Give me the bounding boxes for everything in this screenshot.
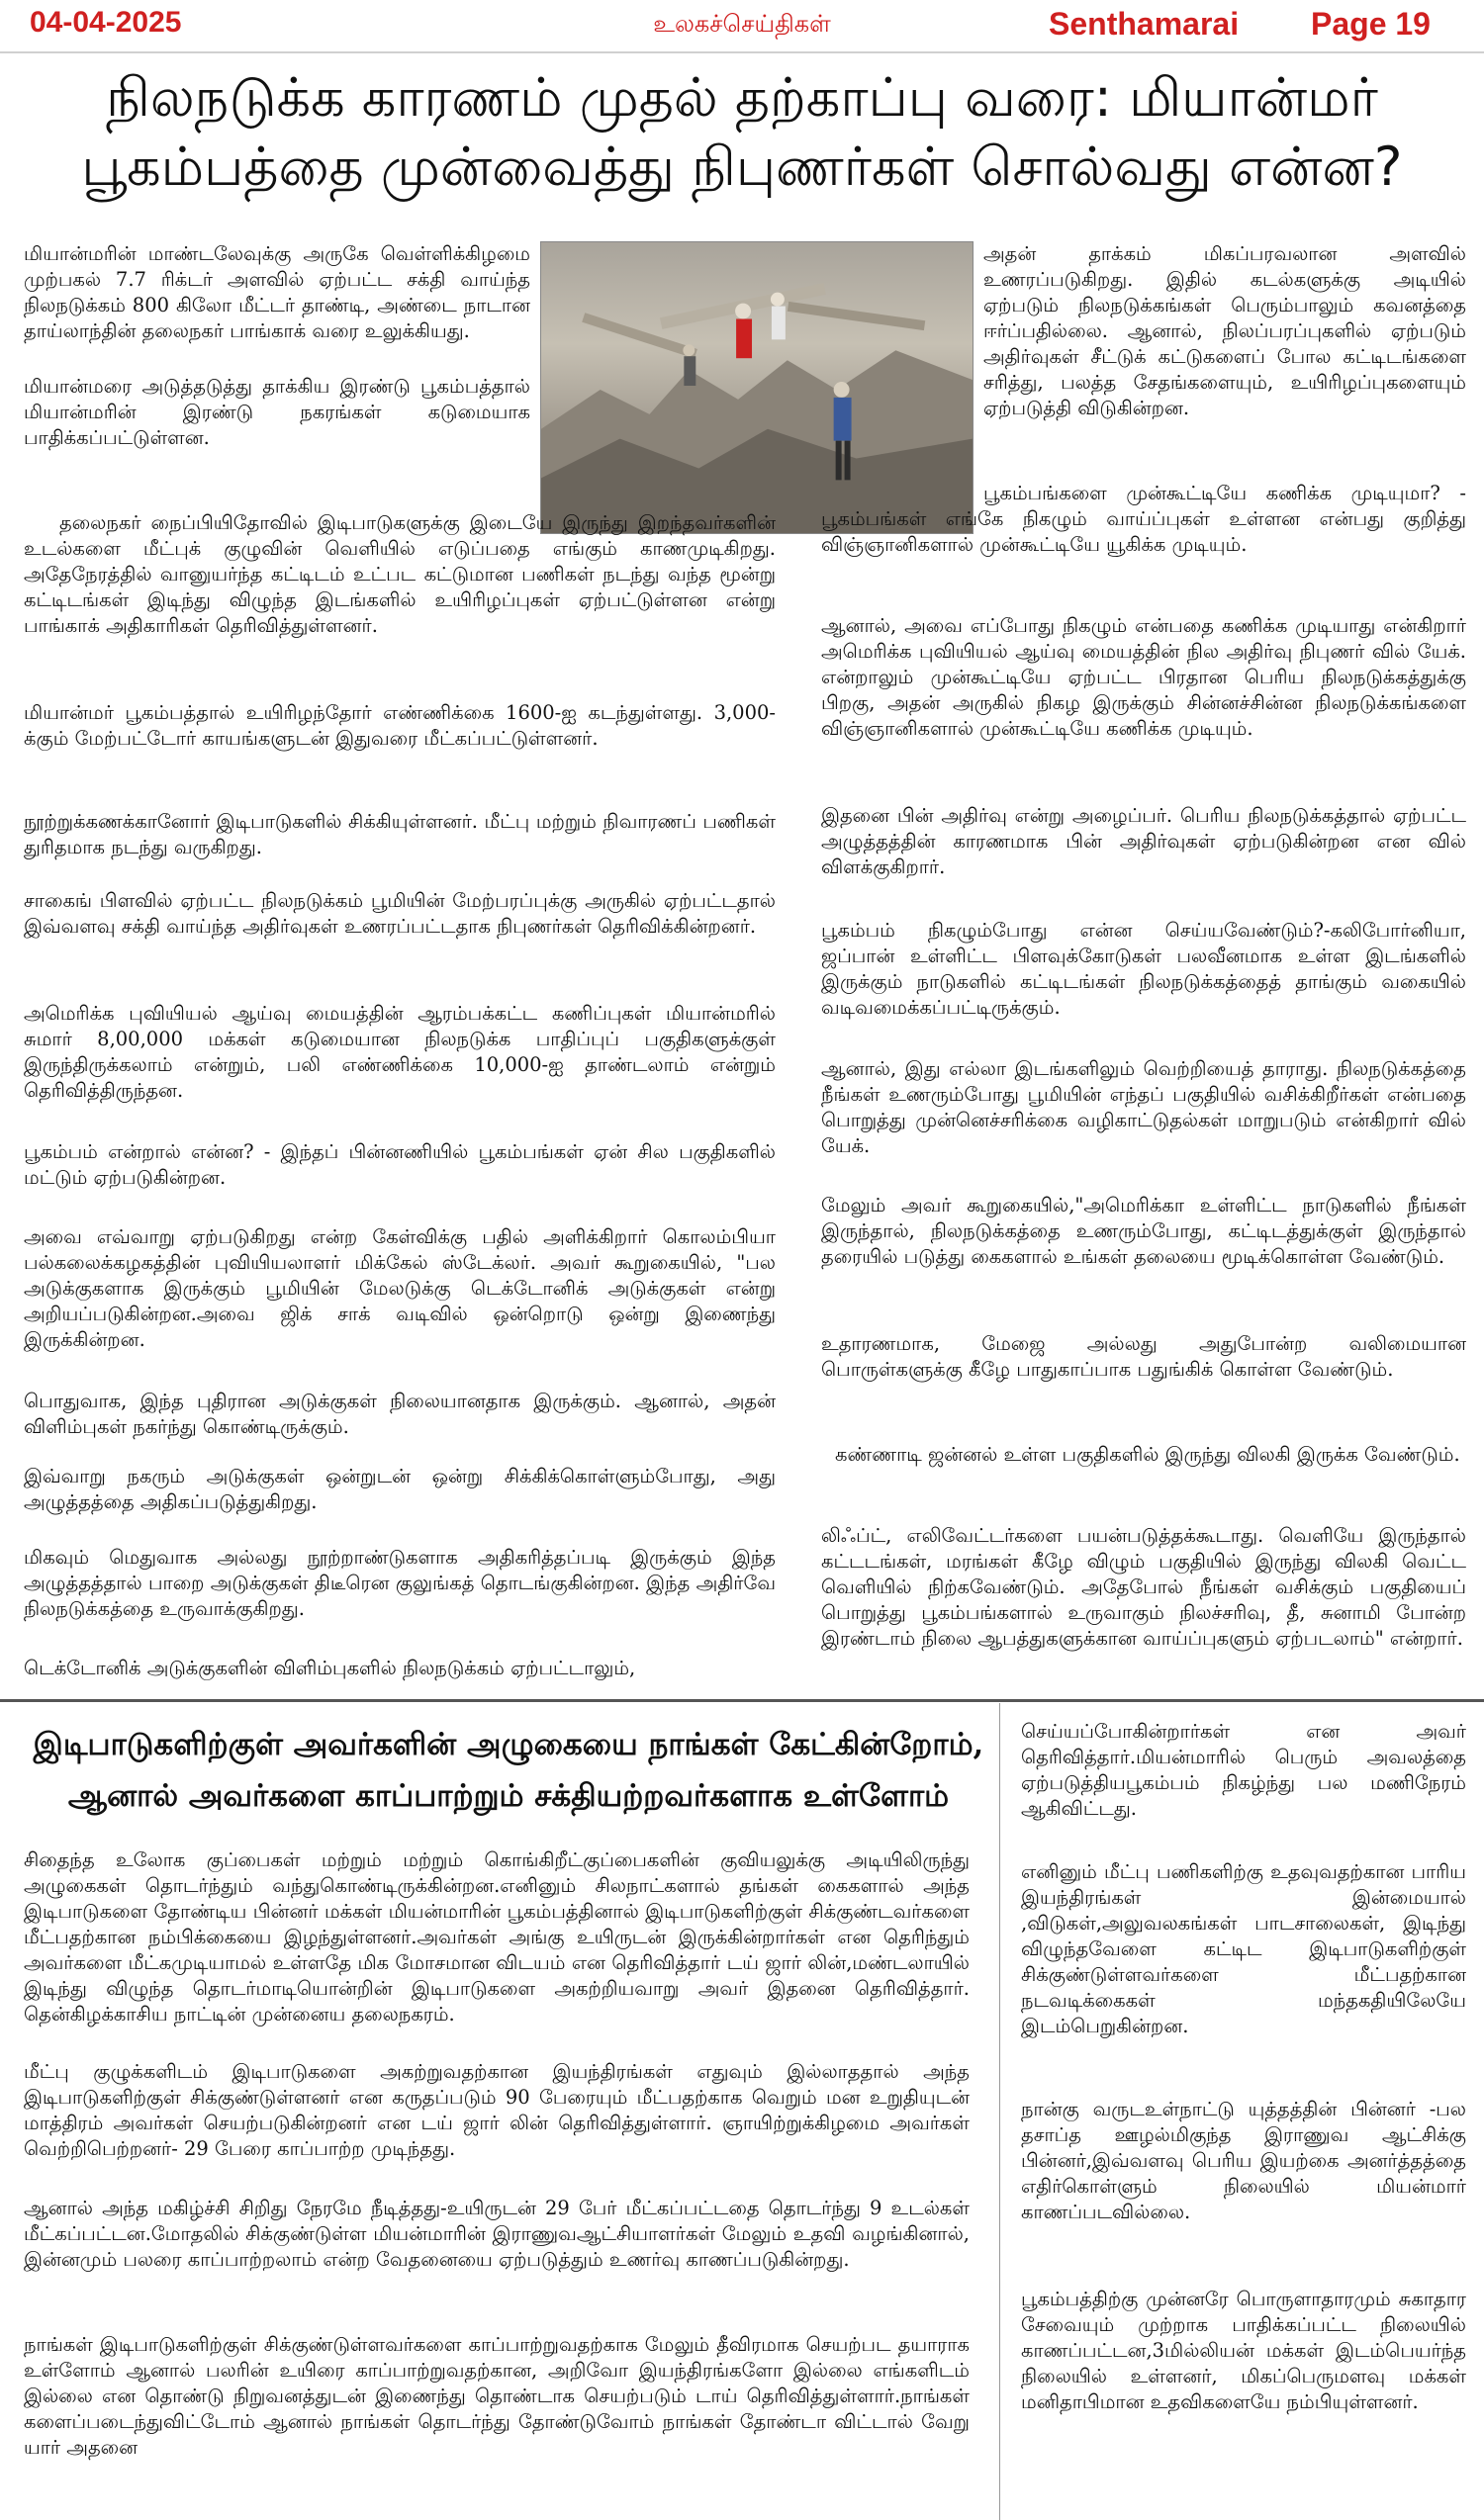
article1-paragraph: பூகம்பம் நிகழும்போது என்ன செய்யவேண்டும்?-கலிபோர்னியா, ஜப்பான் உள்ளிட்ட பிளவுக்கோடுகள் பலவீனமாக உள்ள இடங்களில் இருக்கும் நாடுகளில் கட்டிடங்கள் நிலநடுக்கத்தைத் தாங்கும் வகையில் வடிவமைக்கப்பட்டிருக்கும். xyxy=(821,919,1466,1019)
article1-paragraph: பொதுவாக, இந்த புதிரான அடுக்குகள் நிலையானதாக இருக்கும். ஆனால், அதன் விளிம்புகள் நகர்ந்து கொண்டிருக்கும். xyxy=(24,1390,776,1438)
paper-name: Senthamarai xyxy=(1049,6,1240,42)
article2-headline xyxy=(14,1719,1003,1822)
masthead xyxy=(0,0,1484,53)
article1-paragraph: இதனை பின் அதிர்வு என்று அழைப்பர். பெரிய நிலநடுக்கத்தால் ஏற்பட்ட அழுத்தத்தின் காரணமாக பின் அதிர்வுகள் ஏற்படுகின்றன என வில் விளக்குகிறார். xyxy=(821,804,1466,878)
issue-date: 04-04-2025 xyxy=(30,6,182,39)
article1-paragraph: மியான்மரை அடுத்தடுத்து தாக்கிய இரண்டு பூகம்பத்தால் மியான்மரின் இரண்டு நகரங்கள் கடுமையாக பாதிக்கப்பட்டுள்ளன. xyxy=(24,375,530,449)
article1-paragraph: அதன் தாக்கம் மிகப்பரவலான அளவில் உணரப்படுகிறது. இதில் கடல்களுக்கு அடியில் ஏற்படும் நிலநடுக்கங்கள் பெரும்பாலும் கவனத்தை ஈர்ப்பதில்லை. ஆனால், நிலப்பரப்புகளில் ஏற்படும் அதிர்வுகள் சீட்டுக் கட்டுகளைப் போல கட்டிடங்களை சரித்து, பலத்த சேதங்களையும், உயிரிழப்புகளையும் ஏற்படுத்தி விடுகின்றன. xyxy=(983,242,1466,419)
article2-headline-line2: ஆனால் அவர்களை காப்பாற்றும் சக்தியற்றவர்களாக உள்ளோம் xyxy=(67,1778,950,1814)
article1-paragraph: மிகவும் மெதுவாக அல்லது நூற்றாண்டுகளாக அதிகரித்தப்படி இருக்கும் இந்த அழுத்தத்தால் பாறை அடுக்குகள் திடீரென குலுங்கத் தொடங்குகின்றன. இந்த அதிர்வே நிலநடுக்கத்தை உருவாக்குகிறது. xyxy=(24,1546,776,1620)
article1-paragraph: அவை எவ்வாறு ஏற்படுகிறது என்ற கேள்விக்கு பதில் அளிக்கிறார் கொலம்பியா பல்கலைக்கழகத்தின் புவியியலாளர் மிக்கேல் ஸ்டேக்லர். அவர் கூறுகையில், "பல அடுக்குகளாக இருக்கும் பூமியின் மேலடுக்கு டெக்டோனிக் அடுக்குகள் என்று அறியப்படுகின்றன.அவை ஜிக் சாக் வடிவில் ஒன்றொடு ஒன்று இணைந்து இருக்கின்றன. xyxy=(24,1225,776,1351)
page-number: Page 19 xyxy=(1311,6,1431,42)
article-divider xyxy=(0,1699,1484,1702)
article2-paragraph: சிதைந்த உலோக குப்பைகள் மற்றும் மற்றும் கொங்கிறீட்குப்பைகளின் குவியலுக்கு அடியிலிருந்து அழுகைகள் தொடர்ந்தும் வந்துகொண்டிருக்கின்றன.எனினும் சிலநாட்களால் தங்கள் கைகளால் அந்த இடிபாடுகளை தோண்டிய பின்னர் மக்கள் மியன்மாரின் பூகம்பத்தினால் இடிபாடுகளிற்குள் சிக்குண்டவர்களை மீட்பதற்கான நம்பிக்கையை இழந்துள்ளனர்.அவர்கள் அங்கு உயிருடன் இருக்கின்றார்கள் என தெரிந்தும் அவர்களை மீட்கமுடியாமல் உள்ளதே மிக மோசமான விடயம் என தெரிவித்தார் டய் ஜார் லின்,மண்டலாயில் இடிந்து விழுந்த தொடர்மாடியொன்றின் இடிபாடுகளை அகற்றியவாறு அவர் இதனை தெரிவித்தார். தென்கிழக்காசிய நாட்டின் முன்னைய தலைநகரம். xyxy=(24,1848,970,2025)
article2-headline-line1: இடிபாடுகளிற்குள் அவர்களின் அழுகையை நாங்கள் கேட்கின்றோம், xyxy=(33,1727,984,1762)
article2-side-paragraph: எனினும் மீட்பு பணிகளிற்கு உதவுவதற்கான பாரிய இயந்திரங்கள் இன்மையால் ,விடுகள்,அலுவலகங்கள் பாடசாலைகள், இடிந்து விழுந்தவேளை கட்டிட இடிபாடுகளிற்குள் சிக்குண்டுள்ளவர்களை மீட்பதற்கான நடவடிக்கைகள் மந்தகதியிலேயே இடம்பெறுகின்றன. xyxy=(1021,1860,1466,2037)
article1-paragraph: டெக்டோனிக் அடுக்குகளின் விளிம்புகளில் நிலநடுக்கம் ஏற்பட்டாலும், xyxy=(24,1657,636,1679)
article1-paragraph: மேலும் அவர் கூறுகையில்,"அமெரிக்கா உள்ளிட்ட நாடுகளில் நீங்கள் இருந்தால், நிலநடுக்கத்தை உணரும்போது, கட்டிடத்துக்குள் இருந்தால் தரையில் படுத்து கைகளால் உங்கள் தலையை மூடிக்கொள்ள வேண்டும். xyxy=(821,1194,1466,1268)
article2-side-paragraph: பூகம்பத்திற்கு முன்னரே பொருளாதாரமும் சுகாதார சேவையும் முற்றாக பாதிக்கப்பட்ட நிலையில் காணப்பட்டன,3மில்லியன் மக்கள் இடம்பெயர்ந்த நிலையில் உள்ளனர், மிகப்பெருமளவு மக்கள் மனிதாபிமான உதவிகளையே நம்பியுள்ளனர். xyxy=(1021,2288,1466,2413)
article1-paragraph: உதாரணமாக, மேஜை அல்லது அதுபோன்ற வலிமையான பொருள்களுக்கு கீழே பாதுகாப்பாக பதுங்கிக் கொள்ள வேண்டும். xyxy=(821,1332,1466,1381)
article2-paragraph: ஆனால் அந்த மகிழ்ச்சி சிறிது நேரமே நீடித்தது-உயிருடன் 29 பேர் மீட்கப்பட்டதை தொடர்ந்து 9 உடல்கள் மீட்கப்பட்டன.மோதலில் சிக்குண்டுள்ள மியன்மாரின் இராணுவஆட்சியாளர்கள் மேலும் உதவி வழங்கினால், இன்னமும் பலரை காப்பாற்றலாம் என்ற வேதனையை ஏற்படுத்தும் உணர்வு காணப்படுகின்றது. xyxy=(24,2197,970,2271)
article1-headline xyxy=(10,63,1474,202)
article2-side-paragraph: நான்கு வருடஉள்நாட்டு யுத்தத்தின் பின்னர் -பல தசாப்த ஊழல்மிகுந்த இராணுவ ஆட்சிக்கு பின்னர்,இவ்வளவு பெரிய இயற்கை அனர்த்தத்தை எதிர்கொள்ளும் நிலையில் மியன்மார் காணப்படவில்லை. xyxy=(1021,2098,1466,2223)
article1-paragraph: பூகம்பங்களை முன்கூட்டியே கணிக்க முடியுமா? - பூகம்பங்கள் எங்கே நிகழும் வாய்ப்புகள் உள்ளன என்பது குறித்து விஞ்ஞானிகளால் முன்கூட்டியே யூகிக்க முடியும். xyxy=(821,482,1466,556)
article1-paragraph: கண்ணாடி ஜன்னல் உள்ள பகுதிகளில் இருந்து விலகி இருக்க வேண்டும். xyxy=(835,1443,1460,1466)
column-rule xyxy=(999,1703,1000,2520)
section-name: உலகச்செய்திகள் xyxy=(653,10,831,38)
article2-paragraph: நாங்கள் இடிபாடுகளிற்குள் சிக்குண்டுள்ளவர்களை காப்பாற்றுவதற்காக மேலும் தீவிரமாக செயற்பட தயாராக உள்ளோம் ஆனால் பலரின் உயிரை காப்பாற்றுவதற்கான, அறிவோ இயந்திரங்களோ இல்லை எங்களிடம் இல்லை என தொண்டு நிறுவனத்துடன் இணைந்து தொண்டாக செயற்படும் டாய் தெரிவித்துள்ளார்.நாங்கள் களைப்படைந்துவிட்டோம் ஆனால் நாங்கள் தொடர்ந்து தோண்டுவோம் நாங்கள் தோண்டா விட்டால் வேறு யார் அதனை xyxy=(24,2333,970,2459)
article1-paragraph: ஆனால், அவை எப்போது நிகழும் என்பதை கணிக்க முடியாது என்கிறார் அமெரிக்க புவியியல் ஆய்வு மையத்தின் நில அதிர்வு நிபுணர் வில் யேக். என்றாலும் முன்கூட்டியே ஏற்பட்ட பிரதான பெரிய நிலநடுக்கத்துக்கு பிறகு, அதன் அருகில் நிகழ இருக்கும் சின்னச்சின்ன நிலநடுக்கங்களை விஞ்ஞானிகளால் முன்கூட்டியே கணிக்க முடியும். xyxy=(821,614,1466,740)
article1-paragraph: இவ்வாறு நகரும் அடுக்குகள் ஒன்றுடன் ஒன்று சிக்கிக்கொள்ளும்போது, அது அழுத்தத்தை அதிகப்படுத்துகிறது. xyxy=(24,1465,776,1513)
article1-paragraph: லிஃப்ட், எலிவேட்டர்களை பயன்படுத்தக்கூடாது. வெளியே இருந்தால் கட்டடங்கள், மரங்கள் கீழே விழும் பகுதியில் இருந்து விலகி வெட்ட வெளியில் நிற்கவேண்டும். அதேபோல் நீங்கள் வசிக்கும் பகுதியைப் பொறுத்து பூகம்பங்களால் உருவாகும் நிலச்சரிவு, தீ, சுனாமி போன்ற இரண்டாம் நிலை ஆபத்துகளுக்கான வாய்ப்புகளும் ஏற்படலாம்" என்றார். xyxy=(821,1524,1466,1650)
article2-paragraph: மீட்பு குழுக்களிடம் இடிபாடுகளை அகற்றுவதற்கான இயந்திரங்கள் எதுவும் இல்லாததால் அந்த இடிபாடுகளிற்குள் சிக்குண்டுள்ளனர் என கருதப்படும் 90 பேரையும் மீட்பதற்காக வெறும் மன உறுதியுடன் மாத்திரம் அவர்கள் செயற்படுகின்றனர் என டய் ஜார் லின் தெரிவித்துள்ளார். ஞாயிற்றுக்கிழமை அவர்கள் வெற்றிபெற்றனர்- 29 பேரை காப்பாற்ற முடிந்தது. xyxy=(24,2060,970,2160)
article1-paragraph: மியான்மரின் மாண்டலேவுக்கு அருகே வெள்ளிக்கிழமை முற்பகல் 7.7 ரிக்டர் அளவில் ஏற்பட்ட சக்தி வாய்ந்த நிலநடுக்கம் 800 கிலோ மீட்டர் தாண்டி, அண்டை நாடான தாய்லாந்தின் தலைநகர் பாங்காக் வரை உலுக்கியது. xyxy=(24,242,530,342)
article1-paragraph: மியான்மர் பூகம்பத்தால் உயிரிழந்தோர் எண்ணிக்கை 1600-ஐ கடந்துள்ளது. 3,000-க்கும் மேற்பட்டோர் காயங்களுடன் இதுவரை மீட்கப்பட்டுள்ளனர். xyxy=(24,701,776,750)
article1-paragraph: பூகம்பம் என்றால் என்ன? - இந்தப் பின்னணியில் பூகம்பங்கள் ஏன் சில பகுதிகளில் மட்டும் ஏற்படுகின்றன. xyxy=(24,1140,776,1189)
article2-side-paragraph: செய்யப்போகின்றார்கள் என அவர் தெரிவித்தார்.மியன்மாரில் பெரும் அவலத்தை ஏற்படுத்தியபூகம்பம் நிகழ்ந்து பல மணிநேரம் ஆகிவிட்டது. xyxy=(1021,1720,1466,1820)
article1-paragraph: நூற்றுக்கணக்கானோர் இடிபாடுகளில் சிக்கியுள்ளனர். மீட்பு மற்றும் நிவாரணப் பணிகள் துரிதமாக நடந்து வருகிறது. xyxy=(24,810,776,858)
article1-headline-line1: நிலநடுக்க காரணம் முதல் தற்காப்பு வரை: மியான்மர் xyxy=(106,66,1378,129)
article1-paragraph: தலைநகர் நைப்பியிதோவில் இடிபாடுகளுக்கு இடையே இருந்து இறந்தவர்களின் உடல்களை மீட்புக் குழுவின் வெளியில் எடுப்பதை எங்கும் காணமுடிகிறது. அதேநேரத்தில் வானுயர்ந்த கட்டிடம் உட்பட கட்டுமான பணிகள் நடந்து வந்த மூன்று கட்டிடங்கள் இடிந்து விழுந்த இடங்களில் உயிரிழப்புகள் ஏற்பட்டுள்ளன என்று பாங்காக் அதிகாரிகள் தெரிவித்துள்ளனர். xyxy=(24,511,776,637)
article1-paragraph: சாகைங் பிளவில் ஏற்பட்ட நிலநடுக்கம் பூமியின் மேற்பரப்புக்கு அருகில் ஏற்பட்டதால் இவ்வளவு சக்தி வாய்ந்த அதிர்வுகள் உணரப்பட்டதாக நிபுணர்கள் தெரிவிக்கின்றனர். xyxy=(24,889,776,938)
article1-paragraph: ஆனால், இது எல்லா இடங்களிலும் வெற்றியைத் தாராது. நிலநடுக்கத்தை நீங்கள் உணரும்போது பூமியின் எந்தப் பகுதியில் வசிக்கிறீர்கள் என்பதை பொறுத்து முன்னெச்சரிக்கை வழிகாட்டுதல்கள் மாறுபடும் என்கிறார் வில் யேக். xyxy=(821,1057,1466,1157)
article1-paragraph: அமெரிக்க புவியியல் ஆய்வு மையத்தின் ஆரம்பக்கட்ட கணிப்புகள் மியான்மரில் சுமார் 8,00,000 மக்கள் கடுமையான நிலநடுக்க பாதிப்புப் பகுதிகளுக்குள் இருந்திருக்கலாம் என்றும், பலி எண்ணிக்கை 10,000-ஐ தாண்டலாம் என்றும் தெரிவித்திருந்தன. xyxy=(24,1002,776,1102)
article1-headline-line2: பூகம்பத்தை முன்வைத்து நிபுணர்கள் சொல்வது என்ன? xyxy=(81,135,1403,198)
